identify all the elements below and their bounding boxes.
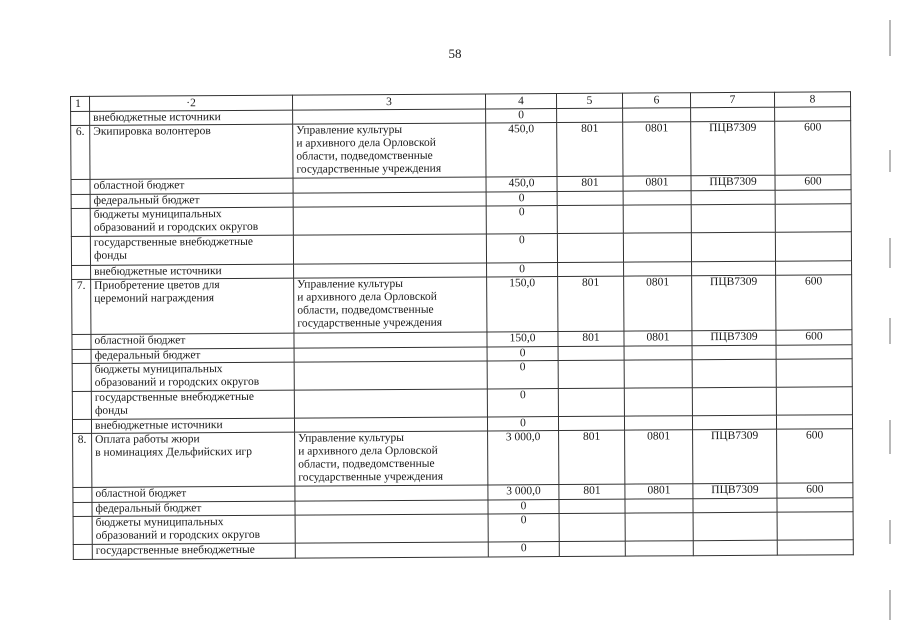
row-col7 [693,512,777,541]
row-col6 [623,108,691,122]
row-col8: 600 [776,275,852,330]
page-number: 58 [448,46,462,61]
row-col7 [691,204,775,233]
row-name: Экипировка волонтеров [90,124,293,179]
row-col8 [775,232,851,261]
row-col6: 0801 [625,430,693,484]
row-col6: 0801 [623,122,691,176]
row-col6 [625,513,693,541]
row-amount: 0 [487,389,558,417]
row-col5 [559,513,625,541]
row-name: бюджеты муниципальных образований и городских округов [92,515,295,544]
row-number [72,349,91,363]
row-col7 [693,540,777,556]
row-number: 6. [71,125,90,179]
row-col8 [775,204,851,232]
row-amount: 3 000,0 [488,485,559,500]
row-col6 [624,262,692,276]
row-col8 [776,345,852,359]
row-number [71,111,90,125]
header-cell-1: 1 [71,96,90,111]
row-number: 7. [72,279,91,334]
row-organization [295,542,488,558]
row-col5: 801 [558,276,624,331]
row-organization [293,192,486,207]
row-col5 [557,205,623,233]
row-col6: 0801 [624,331,692,346]
row-col8: 600 [775,175,851,190]
row-col7 [692,345,776,360]
row-organization [293,206,486,235]
row-col8: 600 [777,429,853,483]
row-col7: ПЦВ7309 [693,483,777,499]
row-col8: 600 [775,121,851,175]
row-col7: ПЦВ7309 [692,330,776,346]
row-col5: 801 [557,176,623,191]
row-col6 [624,388,692,416]
row-amount: 0 [486,192,557,206]
row-name: федеральный бюджет [90,193,293,208]
row-number [73,487,92,502]
row-number [73,502,92,516]
row-organization [293,177,486,193]
row-col5 [558,346,624,360]
row-name: областной бюджет [92,486,295,502]
header-cell-3: 3 [292,94,485,110]
row-col8 [776,261,852,275]
row-col5 [558,416,624,430]
header-cell-7: 7 [690,92,774,108]
row-organization: Управление культуры и архивного дела Орловской области, подведомственные государственные учреждения [295,431,488,486]
row-col7 [691,190,775,205]
row-organization [294,347,487,362]
row-number [73,544,92,559]
row-name: федеральный бюджет [91,348,294,363]
header-cell-4: 4 [485,94,556,109]
row-name: внебюджетные источники [91,418,294,433]
row-number [72,419,91,433]
row-name: государственные внебюджетные фонды [91,390,294,419]
row-name: государственные внебюджетные [92,543,295,559]
row-number [72,391,91,419]
row-amount: 0 [486,206,557,234]
row-col6: 0801 [624,276,692,331]
row-col8 [776,359,852,387]
row-amount: 0 [488,500,559,514]
row-organization [295,514,488,543]
row-number [72,363,91,391]
table-row [72,275,852,335]
row-amount: 0 [487,347,558,361]
row-col6 [623,233,691,262]
header-cell-6: 6 [622,93,690,108]
budget-table [70,91,854,560]
table-row [71,121,851,180]
row-col5 [557,108,623,122]
row-name: Приобретение цветов для церемоний награждения [91,278,294,334]
row-col7 [692,261,776,276]
row-col5: 801 [558,331,624,346]
row-organization: Управление культуры и архивного дела Орловской области, подведомственные государственные учреждения [294,277,487,333]
header-cell-5: 5 [556,93,622,108]
row-col5 [557,233,623,262]
row-name: бюджеты муниципальных образований и городских округов [90,207,293,236]
row-organization [293,109,486,124]
row-organization [294,332,487,348]
row-col6: 0801 [623,176,691,191]
row-col5 [558,360,624,388]
header-cell-2: ·2 [90,95,293,111]
row-col7 [692,415,776,430]
row-col7 [691,232,775,262]
row-name: внебюджетные источники [90,110,293,125]
row-organization [295,500,488,515]
row-amount: 0 [487,417,558,431]
row-col8: 600 [776,330,852,345]
row-col7 [693,498,777,513]
row-col6: 0801 [625,484,693,499]
row-col8 [775,107,851,121]
row-col6 [624,346,692,360]
row-amount: 0 [488,514,559,542]
row-col5: 801 [559,484,625,499]
row-amount: 450,0 [486,177,557,192]
row-col7 [692,387,776,416]
row-organization [295,485,488,501]
row-col5 [558,388,624,416]
row-col6 [624,360,692,388]
budget-table-sheet [70,91,853,560]
row-name: областной бюджет [91,333,294,349]
row-col8 [775,190,851,204]
row-col8 [777,512,853,540]
row-organization [294,361,487,390]
row-col5 [558,262,624,276]
row-col8 [776,387,852,415]
row-number [71,236,90,265]
row-amount: 0 [486,234,557,263]
row-col5: 801 [559,430,625,484]
row-number: 8. [73,433,92,487]
row-organization: Управление культуры и архивного дела Орловской области, подведомственные государственные учреждения [293,123,486,178]
row-amount: 0 [487,263,558,277]
row-name: внебюджетные источники [91,264,294,279]
row-col7: ПЦВ7309 [692,275,776,331]
row-col8 [776,415,852,429]
row-col5 [559,541,625,556]
scan-edge-marks [885,0,899,640]
row-number [71,179,90,194]
row-name: Оплата работы жюри в номинациях Дельфийских игр [92,432,295,487]
row-col8 [777,540,853,555]
row-col7: ПЦВ7309 [691,175,775,191]
row-organization [294,417,487,432]
row-col6 [623,191,691,205]
table-row [73,429,853,488]
row-organization [294,263,487,278]
row-amount: 0 [487,361,558,389]
row-number [73,516,92,544]
row-col6 [623,205,691,233]
row-col6 [625,499,693,513]
row-number [72,334,91,349]
row-col7: ПЦВ7309 [693,429,777,484]
header-cell-8: 8 [774,92,850,107]
row-col5 [557,191,623,205]
row-col6 [625,541,693,556]
row-name: федеральный бюджет [92,501,295,516]
row-number [72,265,91,279]
row-col5: 801 [557,122,623,176]
row-col6 [624,416,692,430]
row-col7: ПЦВ7309 [691,121,775,176]
row-organization [293,234,486,264]
row-name: бюджеты муниципальных образований и городских округов [91,362,294,391]
row-amount: 3 000,0 [488,431,559,485]
row-col5 [559,499,625,513]
row-number [71,208,90,236]
table-row [71,232,851,266]
row-name: областной бюджет [90,178,293,194]
row-col8: 600 [777,483,853,498]
row-amount: 150,0 [487,277,558,332]
row-col7 [691,107,775,122]
row-amount: 0 [486,109,557,123]
row-name: государственные внебюджетные фонды [90,235,293,265]
row-amount: 450,0 [486,123,557,177]
row-col7 [692,359,776,388]
row-number [71,194,90,208]
row-col8 [777,498,853,512]
row-amount: 0 [488,542,559,557]
row-organization [294,389,487,418]
row-amount: 150,0 [487,332,558,347]
